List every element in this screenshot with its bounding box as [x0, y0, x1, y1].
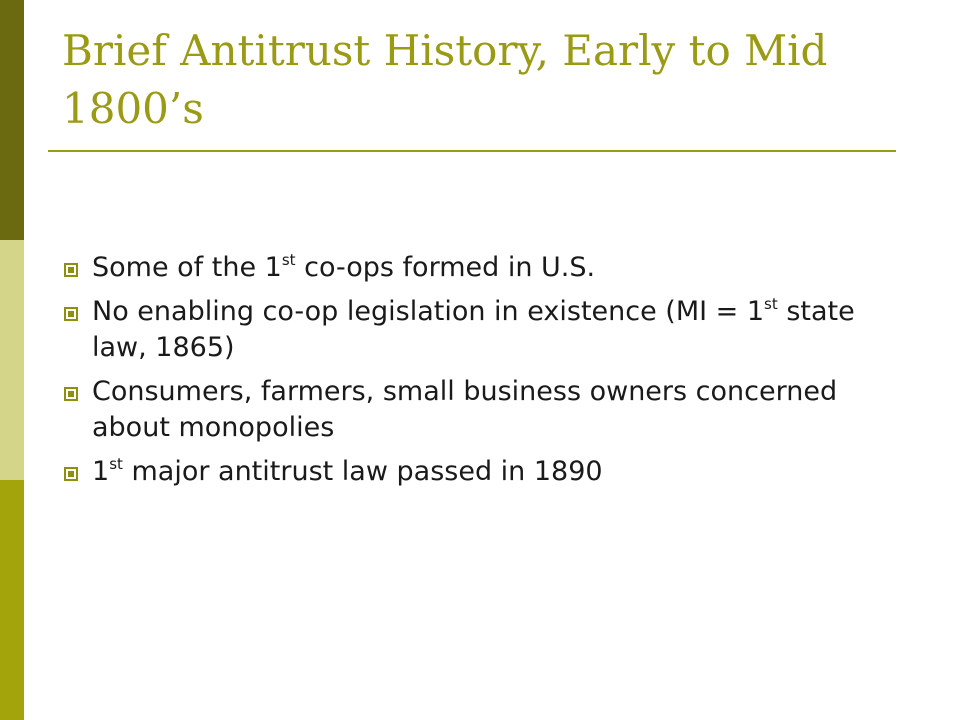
hollow-square-bullet-icon [64, 467, 78, 481]
bullet-text [92, 376, 837, 443]
bullet-text [92, 296, 855, 363]
bullet-item-first-coops [62, 250, 902, 286]
bullet-item-antitrust-law [62, 454, 902, 490]
bullet-text-part: state law, 1865) [92, 296, 855, 363]
hollow-square-bullet-icon [64, 387, 78, 401]
decorative-sidebar [0, 0, 24, 720]
hollow-square-bullet-icon [64, 263, 78, 277]
bullet-text [92, 252, 595, 283]
bullet-item-legislation [62, 294, 902, 366]
sidebar-segment-dark [0, 0, 24, 240]
ordinal-superscript: st [764, 295, 778, 313]
bullet-text-part: 1 [92, 456, 110, 487]
bullet-text-part: Consumers, farmers, small business owners concerned about monopolies [92, 376, 838, 443]
sidebar-segment-medium [0, 480, 24, 720]
bullet-text [92, 456, 603, 487]
title-divider [48, 150, 896, 152]
hollow-square-bullet-icon [64, 307, 78, 321]
bullet-list [62, 250, 902, 498]
ordinal-superscript: st [109, 455, 123, 473]
ordinal-superscript: st [281, 251, 296, 269]
bullet-text-part: major antitrust law passed in 1890 [122, 456, 603, 487]
slide-title: Brief Antitrust History, Early to Mid 1800’s [62, 26, 828, 133]
bullet-item-monopolies [62, 374, 902, 446]
bullet-text-part: co-ops formed in U.S. [295, 252, 596, 283]
sidebar-segment-light [0, 240, 24, 480]
bullet-text-part: Some of the 1 [92, 252, 282, 283]
bullet-text-part: No enabling co-op legislation in existence (MI = 1 [92, 296, 765, 327]
